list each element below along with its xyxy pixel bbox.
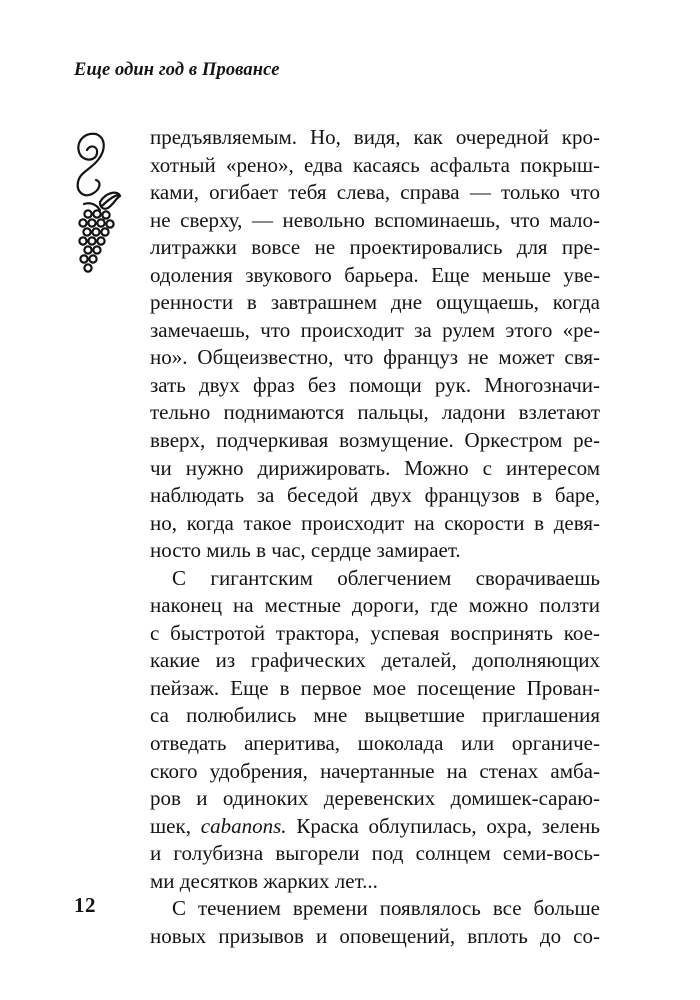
text-line: и голубизна выгорели под солнцем семи-вось- <box>150 841 600 866</box>
grapevine-ornament-icon <box>66 126 124 276</box>
text-line: ками, огибает тебя слева, справа — только что <box>150 180 600 205</box>
text-line: тельно поднимаются пальцы, ладони взлетают <box>150 400 600 425</box>
text-line: замечаешь, что происходит за рулем этого «ре- <box>150 317 600 342</box>
text-line: ров и одиноких деревенских домишек-сараю- <box>150 786 600 811</box>
body-text <box>150 124 600 950</box>
text-line: С гигантским облегчением сворачиваешь <box>172 565 600 590</box>
text-line: наконец на местные дороги, где можно ползти <box>150 593 600 618</box>
text-line: хотный «рено», едва касаясь асфальта покрыш- <box>150 152 600 177</box>
text-line: пейзаж. Еще в первое мое посещение Прован- <box>150 675 600 700</box>
text-fragment: шек, <box>150 813 201 838</box>
page-number: 12 <box>74 893 96 917</box>
text-fragment: Краска облупилась, охра, зелень <box>286 813 600 838</box>
text-line: отведать аперитива, шоколада или органиче- <box>150 731 600 756</box>
text-line: носто миль в час, сердце замирает. <box>150 538 461 563</box>
running-head: Еще один год в Провансе <box>74 60 280 80</box>
text-line: не сверху, — невольно вспоминаешь, что мало- <box>150 207 600 232</box>
text-line: предъявляемым. Но, видя, как очередной кро- <box>150 125 600 149</box>
italic-term: cabanons. <box>200 813 287 838</box>
text-line: са полюбились мне выцветшие приглашения <box>150 703 600 728</box>
text-line: одоления звукового барьера. Еще меньше уве- <box>150 262 600 287</box>
text-line: какие из графических деталей, дополняющих <box>150 648 600 673</box>
text-line: вверх, подчеркивая возмущение. Оркестром ре- <box>150 428 600 453</box>
text-line: ского удобрения, начертанные на стенах амба- <box>150 758 600 783</box>
text-line: С течением времени появлялось все больше <box>172 896 600 921</box>
text-line: ми десятков жарких лет... <box>150 868 378 893</box>
text-line-mixed <box>150 813 600 841</box>
text-line: литражки вовсе не проектировались для пре- <box>150 235 600 260</box>
text-line: но». Общеизвестно, что француз не может свя- <box>150 345 600 370</box>
text-line: наблюдать за беседой двух французов в баре, <box>150 483 600 508</box>
text-line: ренности в завтрашнем дне ощущаешь, когда <box>150 290 600 315</box>
text-line: чи нужно дирижировать. Можно с интересом <box>150 455 600 480</box>
text-line: с быстротой трактора, успевая воспринять кое- <box>150 620 600 645</box>
text-line: зать двух фраз без помощи рук. Многозначи- <box>150 372 600 397</box>
text-line: новых призывов и оповещений, вплоть до со- <box>150 923 600 948</box>
text-line: но, когда такое происходит на скорости в девя- <box>150 510 600 535</box>
